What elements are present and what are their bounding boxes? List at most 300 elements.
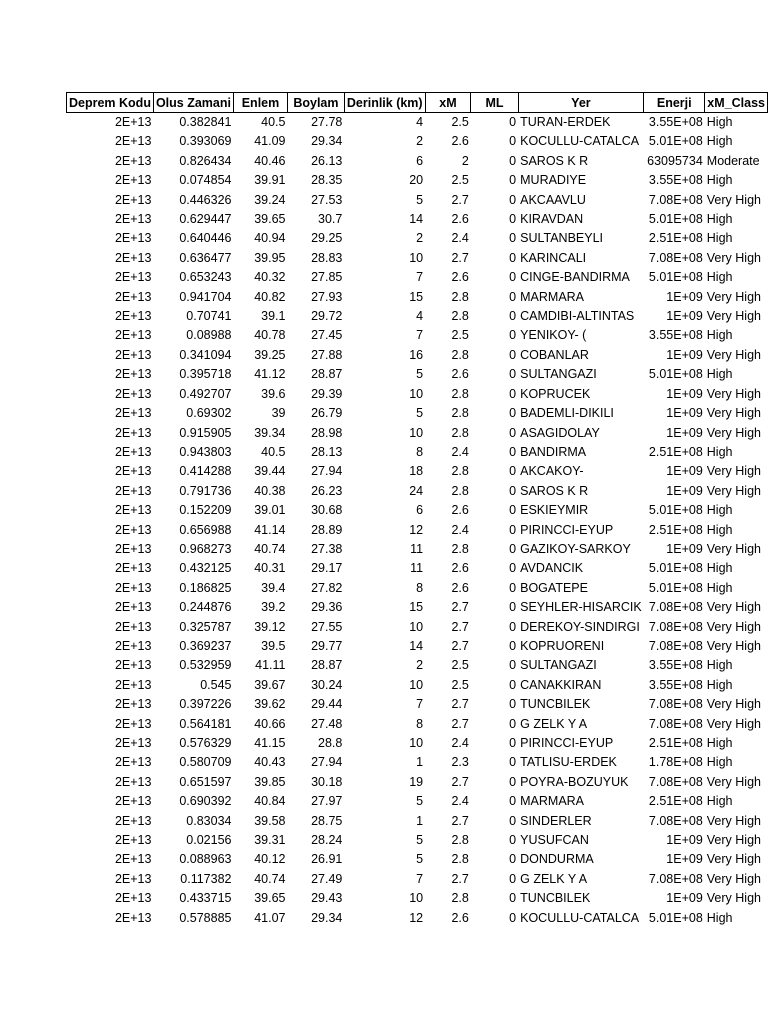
enerji-cell[interactable]: 2.51E+08 bbox=[648, 522, 703, 537]
yer-cell[interactable]: AKCAKOY- bbox=[520, 464, 584, 479]
yer-cell[interactable]: KOCULLU-CATALCA bbox=[520, 134, 640, 149]
derinlik-cell[interactable]: 2 bbox=[416, 134, 424, 149]
deprem-kodu-cell[interactable]: 2E+13 bbox=[114, 173, 152, 188]
enlem-cell[interactable]: 39.85 bbox=[254, 774, 286, 789]
xm-class-cell[interactable]: High bbox=[706, 677, 733, 692]
boylam-cell[interactable]: 29.34 bbox=[311, 134, 343, 149]
enerji-cell[interactable]: 3.55E+08 bbox=[648, 115, 703, 129]
xm-cell[interactable]: 2.8 bbox=[451, 541, 469, 556]
enerji-cell[interactable]: 1E+09 bbox=[666, 347, 703, 362]
deprem-kodu-cell[interactable]: 2E+13 bbox=[114, 406, 152, 421]
enerji-cell[interactable]: 63095734 bbox=[647, 153, 703, 168]
derinlik-cell[interactable]: 10 bbox=[409, 736, 424, 750]
enerji-cell[interactable]: 1.78E+08 bbox=[648, 755, 703, 770]
boylam-cell[interactable]: 28.8 bbox=[318, 736, 343, 750]
enerji-cell[interactable]: 5.01E+08 bbox=[648, 270, 703, 285]
xm-cell[interactable]: 2.8 bbox=[451, 386, 469, 401]
enerji-cell[interactable]: 1E+09 bbox=[666, 289, 703, 304]
derinlik-cell[interactable]: 10 bbox=[409, 250, 424, 265]
deprem-kodu-cell[interactable]: 2E+13 bbox=[114, 541, 152, 556]
ml-cell[interactable]: 0 bbox=[509, 270, 517, 285]
boylam-cell[interactable]: 27.48 bbox=[311, 716, 343, 731]
xm-class-cell[interactable]: Very High bbox=[706, 600, 761, 615]
xm-cell[interactable]: 2.8 bbox=[451, 425, 469, 440]
xm-class-cell[interactable]: Very High bbox=[706, 871, 761, 886]
enlem-cell[interactable]: 39.34 bbox=[254, 425, 286, 440]
yer-cell[interactable]: ESKIEYMIR bbox=[520, 503, 589, 518]
deprem-kodu-cell[interactable]: 2E+13 bbox=[114, 289, 152, 304]
boylam-cell[interactable]: 27.94 bbox=[311, 464, 343, 479]
deprem-kodu-cell[interactable]: 2E+13 bbox=[114, 891, 152, 906]
boylam-cell[interactable]: 26.13 bbox=[311, 153, 343, 168]
deprem-kodu-cell[interactable]: 2E+13 bbox=[114, 464, 152, 479]
boylam-cell[interactable]: 29.43 bbox=[311, 891, 343, 906]
xm-cell[interactable]: 2.8 bbox=[451, 891, 469, 906]
enlem-cell[interactable]: 40.46 bbox=[254, 153, 286, 168]
enerji-cell[interactable]: 3.55E+08 bbox=[648, 173, 703, 188]
column-header-xm[interactable]: xM bbox=[425, 93, 471, 113]
boylam-cell[interactable]: 28.83 bbox=[311, 250, 343, 265]
ml-cell[interactable]: 0 bbox=[509, 522, 517, 537]
olus-zamani-cell[interactable]: 0.915905 bbox=[179, 425, 232, 440]
yer-cell[interactable]: KIRAVDAN bbox=[520, 212, 584, 227]
enlem-cell[interactable]: 40.12 bbox=[254, 852, 286, 867]
boylam-cell[interactable]: 28.24 bbox=[311, 833, 343, 848]
xm-cell[interactable]: 2.7 bbox=[451, 871, 469, 886]
boylam-cell[interactable]: 28.87 bbox=[311, 367, 343, 382]
yer-cell[interactable]: POYRA-BOZUYUK bbox=[520, 774, 629, 789]
xm-cell[interactable]: 2.7 bbox=[451, 600, 469, 615]
boylam-cell[interactable]: 27.94 bbox=[311, 755, 343, 770]
xm-class-cell[interactable]: Very High bbox=[706, 697, 761, 712]
enlem-cell[interactable]: 40.82 bbox=[254, 289, 286, 304]
olus-zamani-cell[interactable]: 0.656988 bbox=[179, 522, 232, 537]
deprem-kodu-cell[interactable]: 2E+13 bbox=[114, 774, 152, 789]
xm-cell[interactable]: 2.8 bbox=[451, 309, 469, 324]
enlem-cell[interactable]: 39.12 bbox=[254, 619, 286, 634]
enlem-cell[interactable]: 40.74 bbox=[254, 871, 286, 886]
boylam-cell[interactable]: 30.68 bbox=[311, 503, 343, 518]
boylam-cell[interactable]: 26.23 bbox=[311, 483, 343, 498]
enlem-cell[interactable]: 39.44 bbox=[254, 464, 286, 479]
enerji-cell[interactable]: 7.08E+08 bbox=[648, 638, 703, 653]
yer-cell[interactable]: PIRINCCI-EYUP bbox=[520, 522, 614, 537]
column-header-derinlik[interactable]: Derinlik (km) bbox=[344, 93, 425, 113]
derinlik-cell[interactable]: 8 bbox=[416, 444, 424, 459]
boylam-cell[interactable]: 27.78 bbox=[311, 115, 343, 129]
derinlik-cell[interactable]: 11 bbox=[410, 541, 424, 556]
enerji-cell[interactable]: 5.01E+08 bbox=[648, 367, 703, 382]
enerji-cell[interactable]: 5.01E+08 bbox=[648, 561, 703, 576]
derinlik-cell[interactable]: 11 bbox=[410, 561, 424, 576]
enlem-cell[interactable]: 40.43 bbox=[254, 755, 286, 770]
ml-cell[interactable]: 0 bbox=[509, 794, 517, 809]
xm-cell[interactable]: 2.7 bbox=[451, 813, 469, 828]
enerji-cell[interactable]: 2.51E+08 bbox=[648, 231, 703, 246]
yer-cell[interactable]: TUNCBILEK bbox=[520, 697, 591, 712]
yer-cell[interactable]: TUNCBILEK bbox=[520, 891, 591, 906]
column-header-deprem-kodu[interactable]: Deprem Kodu bbox=[67, 93, 154, 113]
derinlik-cell[interactable]: 5 bbox=[416, 852, 424, 867]
xm-class-cell[interactable]: High bbox=[706, 561, 733, 576]
yer-cell[interactable]: CANAKKIRAN bbox=[520, 677, 602, 692]
enerji-cell[interactable]: 1E+09 bbox=[666, 891, 703, 906]
olus-zamani-cell[interactable]: 0.651597 bbox=[179, 774, 232, 789]
deprem-kodu-cell[interactable]: 2E+13 bbox=[114, 794, 152, 809]
olus-zamani-cell[interactable]: 0.186825 bbox=[179, 580, 232, 595]
ml-cell[interactable]: 0 bbox=[509, 891, 517, 906]
ml-cell[interactable]: 0 bbox=[509, 910, 517, 925]
deprem-kodu-cell[interactable]: 2E+13 bbox=[114, 309, 152, 324]
derinlik-cell[interactable]: 16 bbox=[409, 347, 424, 362]
boylam-cell[interactable]: 28.98 bbox=[311, 425, 343, 440]
enerji-cell[interactable]: 1E+09 bbox=[666, 309, 703, 324]
derinlik-cell[interactable]: 5 bbox=[416, 794, 424, 809]
olus-zamani-cell[interactable]: 0.152209 bbox=[179, 503, 232, 518]
derinlik-cell[interactable]: 10 bbox=[409, 891, 424, 906]
yer-cell[interactable]: TATLISU-ERDEK bbox=[520, 755, 617, 770]
xm-class-cell[interactable]: Very High bbox=[706, 833, 761, 848]
derinlik-cell[interactable]: 14 bbox=[409, 212, 424, 227]
xm-class-cell[interactable]: High bbox=[706, 522, 733, 537]
xm-cell[interactable]: 2.8 bbox=[451, 852, 469, 867]
derinlik-cell[interactable]: 5 bbox=[416, 833, 424, 848]
enlem-cell[interactable]: 40.74 bbox=[254, 541, 286, 556]
xm-class-cell[interactable]: High bbox=[706, 115, 733, 129]
boylam-cell[interactable]: 27.38 bbox=[311, 541, 343, 556]
enlem-cell[interactable]: 40.32 bbox=[254, 270, 286, 285]
derinlik-cell[interactable]: 10 bbox=[409, 619, 424, 634]
xm-class-cell[interactable]: Very High bbox=[706, 250, 761, 265]
yer-cell[interactable]: ASAGIDOLAY bbox=[520, 425, 600, 440]
boylam-cell[interactable]: 29.36 bbox=[311, 600, 343, 615]
enerji-cell[interactable]: 1E+09 bbox=[666, 464, 703, 479]
yer-cell[interactable]: SULTANGAZI bbox=[520, 367, 597, 382]
enlem-cell[interactable]: 39.2 bbox=[261, 600, 286, 615]
olus-zamani-cell[interactable]: 0.564181 bbox=[179, 716, 232, 731]
boylam-cell[interactable]: 27.97 bbox=[311, 794, 343, 809]
yer-cell[interactable]: CAMDIBI-ALTINTAS bbox=[520, 309, 635, 324]
xm-cell[interactable]: 2.6 bbox=[451, 270, 469, 285]
yer-cell[interactable]: MARMARA bbox=[520, 794, 585, 809]
yer-cell[interactable]: YENIKOY- ( bbox=[520, 328, 587, 343]
derinlik-cell[interactable]: 2 bbox=[416, 231, 424, 246]
enlem-cell[interactable]: 40.38 bbox=[254, 483, 286, 498]
enlem-cell[interactable]: 39.1 bbox=[261, 309, 286, 324]
boylam-cell[interactable]: 27.93 bbox=[311, 289, 343, 304]
enerji-cell[interactable]: 7.08E+08 bbox=[648, 774, 703, 789]
deprem-kodu-cell[interactable]: 2E+13 bbox=[114, 736, 152, 750]
yer-cell[interactable]: KOPRUCEK bbox=[520, 386, 591, 401]
xm-cell[interactable]: 2.5 bbox=[451, 328, 469, 343]
enerji-cell[interactable]: 5.01E+08 bbox=[648, 212, 703, 227]
derinlik-cell[interactable]: 6 bbox=[416, 153, 424, 168]
xm-cell[interactable]: 2.7 bbox=[451, 192, 469, 207]
yer-cell[interactable]: BANDIRMA bbox=[520, 444, 587, 459]
enerji-cell[interactable]: 7.08E+08 bbox=[648, 871, 703, 886]
derinlik-cell[interactable]: 14 bbox=[409, 638, 424, 653]
xm-class-cell[interactable]: Very High bbox=[706, 852, 761, 867]
enerji-cell[interactable]: 7.08E+08 bbox=[648, 697, 703, 712]
olus-zamani-cell[interactable]: 0.690392 bbox=[179, 794, 232, 809]
deprem-kodu-cell[interactable]: 2E+13 bbox=[114, 716, 152, 731]
xm-cell[interactable]: 2.7 bbox=[451, 638, 469, 653]
enlem-cell[interactable]: 41.09 bbox=[254, 134, 286, 149]
boylam-cell[interactable]: 29.39 bbox=[311, 386, 343, 401]
boylam-cell[interactable]: 28.87 bbox=[311, 658, 343, 673]
ml-cell[interactable]: 0 bbox=[509, 813, 517, 828]
enlem-cell[interactable]: 41.12 bbox=[254, 367, 286, 382]
derinlik-cell[interactable]: 5 bbox=[416, 367, 424, 382]
ml-cell[interactable]: 0 bbox=[509, 716, 517, 731]
enerji-cell[interactable]: 2.51E+08 bbox=[648, 794, 703, 809]
enlem-cell[interactable]: 40.5 bbox=[261, 444, 286, 459]
enerji-cell[interactable]: 7.08E+08 bbox=[648, 192, 703, 207]
boylam-cell[interactable]: 27.55 bbox=[311, 619, 343, 634]
ml-cell[interactable]: 0 bbox=[509, 464, 517, 479]
derinlik-cell[interactable]: 5 bbox=[416, 192, 424, 207]
yer-cell[interactable]: MARMARA bbox=[520, 289, 585, 304]
yer-cell[interactable]: SAROS K R bbox=[520, 483, 589, 498]
xm-cell[interactable]: 2.8 bbox=[451, 406, 469, 421]
xm-class-cell[interactable]: Very High bbox=[706, 464, 761, 479]
xm-cell[interactable]: 2.8 bbox=[451, 833, 469, 848]
enerji-cell[interactable]: 7.08E+08 bbox=[648, 600, 703, 615]
deprem-kodu-cell[interactable]: 2E+13 bbox=[114, 270, 152, 285]
xm-class-cell[interactable]: Very High bbox=[706, 483, 761, 498]
enlem-cell[interactable]: 39 bbox=[271, 406, 286, 421]
xm-cell[interactable]: 2.4 bbox=[451, 231, 469, 246]
xm-class-cell[interactable]: High bbox=[706, 580, 733, 595]
yer-cell[interactable]: SEYHLER-HISARCIK bbox=[520, 600, 642, 615]
ml-cell[interactable]: 0 bbox=[509, 833, 517, 848]
xm-cell[interactable]: 2.7 bbox=[451, 697, 469, 712]
olus-zamani-cell[interactable]: 0.325787 bbox=[179, 619, 232, 634]
olus-zamani-cell[interactable]: 0.02156 bbox=[186, 833, 232, 848]
boylam-cell[interactable]: 26.79 bbox=[311, 406, 343, 421]
ml-cell[interactable]: 0 bbox=[509, 444, 517, 459]
column-header-boylam[interactable]: Boylam bbox=[287, 93, 344, 113]
olus-zamani-cell[interactable]: 0.432125 bbox=[179, 561, 232, 576]
deprem-kodu-cell[interactable]: 2E+13 bbox=[114, 425, 152, 440]
deprem-kodu-cell[interactable]: 2E+13 bbox=[114, 561, 152, 576]
deprem-kodu-cell[interactable]: 2E+13 bbox=[114, 115, 152, 129]
yer-cell[interactable]: SULTANGAZI bbox=[520, 658, 597, 673]
ml-cell[interactable]: 0 bbox=[509, 386, 517, 401]
boylam-cell[interactable]: 30.24 bbox=[311, 677, 343, 692]
yer-cell[interactable]: KOPRUORENI bbox=[520, 638, 605, 653]
xm-class-cell[interactable]: Very High bbox=[706, 347, 761, 362]
xm-class-cell[interactable]: Very High bbox=[706, 891, 761, 906]
enlem-cell[interactable]: 40.84 bbox=[254, 794, 286, 809]
derinlik-cell[interactable]: 8 bbox=[416, 716, 424, 731]
olus-zamani-cell[interactable]: 0.576329 bbox=[179, 736, 232, 750]
olus-zamani-cell[interactable]: 0.629447 bbox=[179, 212, 232, 227]
derinlik-cell[interactable]: 2 bbox=[416, 658, 424, 673]
enlem-cell[interactable]: 39.25 bbox=[254, 347, 286, 362]
xm-class-cell[interactable]: High bbox=[706, 736, 733, 750]
derinlik-cell[interactable]: 20 bbox=[409, 173, 424, 188]
yer-cell[interactable]: CINGE-BANDIRMA bbox=[520, 270, 630, 285]
deprem-kodu-cell[interactable]: 2E+13 bbox=[114, 833, 152, 848]
xm-cell[interactable]: 2.4 bbox=[451, 794, 469, 809]
ml-cell[interactable]: 0 bbox=[509, 619, 517, 634]
deprem-kodu-cell[interactable]: 2E+13 bbox=[114, 852, 152, 867]
deprem-kodu-cell[interactable]: 2E+13 bbox=[114, 386, 152, 401]
olus-zamani-cell[interactable]: 0.532959 bbox=[179, 658, 232, 673]
yer-cell[interactable]: AVDANCIK bbox=[520, 561, 584, 576]
enlem-cell[interactable]: 39.67 bbox=[254, 677, 286, 692]
derinlik-cell[interactable]: 18 bbox=[409, 464, 424, 479]
enlem-cell[interactable]: 39.95 bbox=[254, 250, 286, 265]
yer-cell[interactable]: AKCAAVLU bbox=[520, 192, 586, 207]
olus-zamani-cell[interactable]: 0.545 bbox=[200, 677, 232, 692]
yer-cell[interactable]: KARINCALI bbox=[520, 250, 587, 265]
yer-cell[interactable]: DEREKOY-SINDIRGI bbox=[520, 619, 640, 634]
yer-cell[interactable]: G ZELK Y A bbox=[520, 871, 588, 886]
boylam-cell[interactable]: 27.45 bbox=[311, 328, 343, 343]
enlem-cell[interactable]: 40.31 bbox=[254, 561, 286, 576]
enerji-cell[interactable]: 1E+09 bbox=[666, 483, 703, 498]
xm-class-cell[interactable]: Very High bbox=[706, 774, 761, 789]
enlem-cell[interactable]: 41.11 bbox=[255, 658, 286, 673]
enerji-cell[interactable]: 5.01E+08 bbox=[648, 910, 703, 925]
xm-cell[interactable]: 2.7 bbox=[451, 250, 469, 265]
xm-cell[interactable]: 2.6 bbox=[451, 561, 469, 576]
ml-cell[interactable]: 0 bbox=[509, 192, 517, 207]
yer-cell[interactable]: BOGATEPE bbox=[520, 580, 588, 595]
column-header-enlem[interactable]: Enlem bbox=[233, 93, 287, 113]
xm-cell[interactable]: 2.4 bbox=[451, 522, 469, 537]
olus-zamani-cell[interactable]: 0.397226 bbox=[179, 697, 232, 712]
enerji-cell[interactable]: 1E+09 bbox=[666, 852, 703, 867]
olus-zamani-cell[interactable]: 0.341094 bbox=[179, 347, 232, 362]
enlem-cell[interactable]: 39.4 bbox=[261, 580, 286, 595]
yer-cell[interactable]: SULTANBEYLI bbox=[520, 231, 604, 246]
yer-cell[interactable]: BADEMLI-DIKILI bbox=[520, 406, 614, 421]
xm-class-cell[interactable]: High bbox=[706, 503, 733, 518]
derinlik-cell[interactable]: 1 bbox=[416, 813, 424, 828]
boylam-cell[interactable]: 28.89 bbox=[311, 522, 343, 537]
boylam-cell[interactable]: 28.35 bbox=[311, 173, 343, 188]
xm-cell[interactable]: 2.6 bbox=[451, 134, 469, 149]
enlem-cell[interactable]: 41.14 bbox=[254, 522, 286, 537]
deprem-kodu-cell[interactable]: 2E+13 bbox=[114, 522, 152, 537]
derinlik-cell[interactable]: 1 bbox=[416, 755, 424, 770]
xm-cell[interactable]: 2.8 bbox=[451, 289, 469, 304]
olus-zamani-cell[interactable]: 0.117382 bbox=[180, 871, 232, 886]
enerji-cell[interactable]: 7.08E+08 bbox=[648, 619, 703, 634]
deprem-kodu-cell[interactable]: 2E+13 bbox=[114, 212, 152, 227]
boylam-cell[interactable]: 29.34 bbox=[311, 910, 343, 925]
xm-class-cell[interactable]: Moderate bbox=[706, 153, 760, 168]
xm-class-cell[interactable]: High bbox=[706, 231, 733, 246]
olus-zamani-cell[interactable]: 0.492707 bbox=[179, 386, 232, 401]
boylam-cell[interactable]: 27.82 bbox=[311, 580, 343, 595]
derinlik-cell[interactable]: 15 bbox=[409, 600, 424, 615]
ml-cell[interactable]: 0 bbox=[509, 852, 517, 867]
derinlik-cell[interactable]: 10 bbox=[409, 425, 424, 440]
ml-cell[interactable]: 0 bbox=[509, 289, 517, 304]
ml-cell[interactable]: 0 bbox=[509, 871, 517, 886]
enlem-cell[interactable]: 40.66 bbox=[254, 716, 286, 731]
ml-cell[interactable]: 0 bbox=[509, 406, 517, 421]
xm-class-cell[interactable]: High bbox=[706, 212, 733, 227]
deprem-kodu-cell[interactable]: 2E+13 bbox=[114, 638, 152, 653]
enerji-cell[interactable]: 7.08E+08 bbox=[648, 716, 703, 731]
enlem-cell[interactable]: 40.94 bbox=[254, 231, 286, 246]
boylam-cell[interactable]: 27.49 bbox=[311, 871, 343, 886]
deprem-kodu-cell[interactable]: 2E+13 bbox=[114, 910, 152, 925]
enerji-cell[interactable]: 3.55E+08 bbox=[648, 328, 703, 343]
deprem-kodu-cell[interactable]: 2E+13 bbox=[114, 871, 152, 886]
xm-class-cell[interactable]: High bbox=[706, 134, 733, 149]
boylam-cell[interactable]: 30.18 bbox=[311, 774, 343, 789]
ml-cell[interactable]: 0 bbox=[509, 755, 517, 770]
derinlik-cell[interactable]: 7 bbox=[416, 697, 424, 712]
yer-cell[interactable]: PIRINCCI-EYUP bbox=[520, 736, 614, 750]
enlem-cell[interactable]: 39.31 bbox=[254, 833, 286, 848]
enerji-cell[interactable]: 7.08E+08 bbox=[648, 250, 703, 265]
olus-zamani-cell[interactable]: 0.414288 bbox=[179, 464, 232, 479]
enerji-cell[interactable]: 1E+09 bbox=[666, 406, 703, 421]
boylam-cell[interactable]: 27.85 bbox=[311, 270, 343, 285]
xm-cell[interactable]: 2.7 bbox=[451, 774, 469, 789]
ml-cell[interactable]: 0 bbox=[509, 697, 517, 712]
boylam-cell[interactable]: 29.25 bbox=[311, 231, 343, 246]
olus-zamani-cell[interactable]: 0.941704 bbox=[179, 289, 232, 304]
xm-class-cell[interactable]: Very High bbox=[706, 813, 761, 828]
column-header-ml[interactable]: ML bbox=[471, 93, 518, 113]
xm-cell[interactable]: 2.6 bbox=[451, 503, 469, 518]
boylam-cell[interactable]: 27.88 bbox=[311, 347, 343, 362]
ml-cell[interactable]: 0 bbox=[509, 677, 517, 692]
olus-zamani-cell[interactable]: 0.69302 bbox=[186, 406, 232, 421]
enerji-cell[interactable]: 3.55E+08 bbox=[648, 658, 703, 673]
ml-cell[interactable]: 0 bbox=[509, 600, 517, 615]
deprem-kodu-cell[interactable]: 2E+13 bbox=[114, 600, 152, 615]
xm-class-cell[interactable]: Very High bbox=[706, 309, 761, 324]
enerji-cell[interactable]: 7.08E+08 bbox=[648, 813, 703, 828]
deprem-kodu-cell[interactable]: 2E+13 bbox=[114, 580, 152, 595]
derinlik-cell[interactable]: 8 bbox=[416, 580, 424, 595]
xm-class-cell[interactable]: Very High bbox=[706, 425, 761, 440]
olus-zamani-cell[interactable]: 0.636477 bbox=[179, 250, 232, 265]
enlem-cell[interactable]: 39.6 bbox=[261, 386, 286, 401]
derinlik-cell[interactable]: 7 bbox=[416, 328, 424, 343]
derinlik-cell[interactable]: 19 bbox=[409, 774, 424, 789]
ml-cell[interactable]: 0 bbox=[509, 503, 517, 518]
ml-cell[interactable]: 0 bbox=[509, 309, 517, 324]
ml-cell[interactable]: 0 bbox=[509, 541, 517, 556]
xm-cell[interactable]: 2.4 bbox=[451, 736, 469, 750]
deprem-kodu-cell[interactable]: 2E+13 bbox=[114, 697, 152, 712]
enerji-cell[interactable]: 1E+09 bbox=[666, 833, 703, 848]
enerji-cell[interactable]: 2.51E+08 bbox=[648, 736, 703, 750]
derinlik-cell[interactable]: 12 bbox=[409, 522, 424, 537]
ml-cell[interactable]: 0 bbox=[509, 658, 517, 673]
yer-cell[interactable]: GAZIKOY-SARKOY bbox=[520, 541, 631, 556]
yer-cell[interactable]: YUSUFCAN bbox=[520, 833, 589, 848]
enlem-cell[interactable]: 39.65 bbox=[254, 212, 286, 227]
deprem-kodu-cell[interactable]: 2E+13 bbox=[114, 192, 152, 207]
xm-cell[interactable]: 2.7 bbox=[451, 716, 469, 731]
ml-cell[interactable]: 0 bbox=[509, 425, 517, 440]
ml-cell[interactable]: 0 bbox=[509, 153, 517, 168]
ml-cell[interactable]: 0 bbox=[509, 561, 517, 576]
enerji-cell[interactable]: 5.01E+08 bbox=[648, 134, 703, 149]
derinlik-cell[interactable]: 4 bbox=[416, 309, 424, 324]
